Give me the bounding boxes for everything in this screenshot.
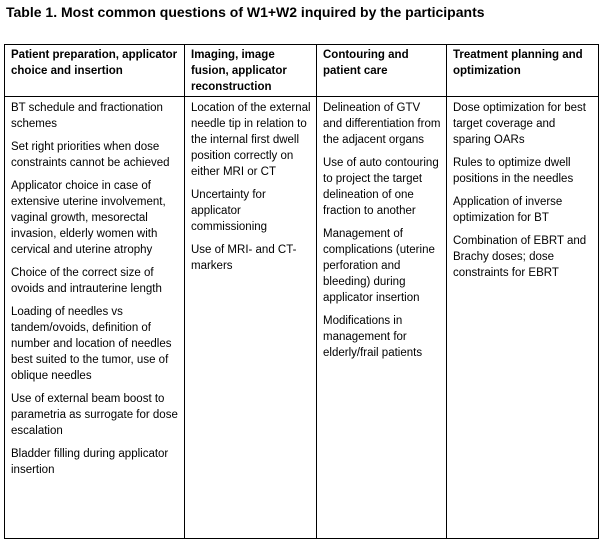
- list-item: Uncertainty for applicator commissioning: [191, 189, 268, 233]
- list-item: Set right priorities when dose constraints cannot be achieved: [11, 141, 170, 169]
- list-item: Use of auto contouring to project the target delineation of one fraction to another: [323, 157, 439, 217]
- header-treatment-planning: Treatment planning and optimization: [447, 45, 599, 97]
- list-item: Delineation of GTV and differentiation from the adjacent organs: [323, 102, 441, 146]
- column-patient-preparation: [5, 97, 185, 539]
- list-item: Application of inverse optimization for BT: [453, 196, 563, 224]
- list-item: Combination of EBRT and Brachy doses; dose constraints for EBRT: [453, 235, 587, 279]
- list-item: Location of the external needle tip in relation to the internal first dwell position correctly on either MRI or CT: [191, 102, 311, 178]
- list-item: Use of MRI- and CT-markers: [191, 244, 297, 272]
- list-item: Modifications in management for elderly/frail patients: [323, 315, 423, 359]
- body-row: [5, 97, 599, 539]
- header-patient-preparation: Patient preparation, applicator choice and insertion: [5, 45, 185, 97]
- header-contouring: Contouring and patient care: [317, 45, 447, 97]
- header-imaging: Imaging, image fusion, applicator reconstruction: [185, 45, 317, 97]
- column-imaging: [185, 97, 317, 539]
- column-contouring: [317, 97, 447, 539]
- list-item: Applicator choice in case of extensive uterine involvement, vaginal growth, mesorectal invasion, elderly women with cervical and uterine atrophy: [11, 180, 166, 256]
- list-item: BT schedule and fractionation schemes: [11, 102, 163, 130]
- header-row: [5, 45, 599, 97]
- list-item: Use of external beam boost to parametria as surrogate for dose escalation: [11, 393, 178, 437]
- table-title: Table 1. Most common questions of W1+W2 inquired by the participants: [6, 4, 485, 20]
- list-item: Loading of needles vs tandem/ovoids, definition of number and location of needles best suited to the tumor, use of oblique needles: [11, 306, 172, 382]
- list-item: Management of complications (uterine perforation and bleeding) during applicator insertion: [323, 228, 435, 304]
- list-item: Rules to optimize dwell positions in the needles: [453, 157, 574, 185]
- questions-table: [4, 44, 599, 539]
- list-item: Choice of the correct size of ovoids and intrauterine length: [11, 267, 162, 295]
- column-treatment-planning: [447, 97, 599, 539]
- list-item: Bladder filling during applicator insertion: [11, 448, 169, 476]
- list-item: Dose optimization for best target coverage and sparing OARs: [453, 102, 586, 146]
